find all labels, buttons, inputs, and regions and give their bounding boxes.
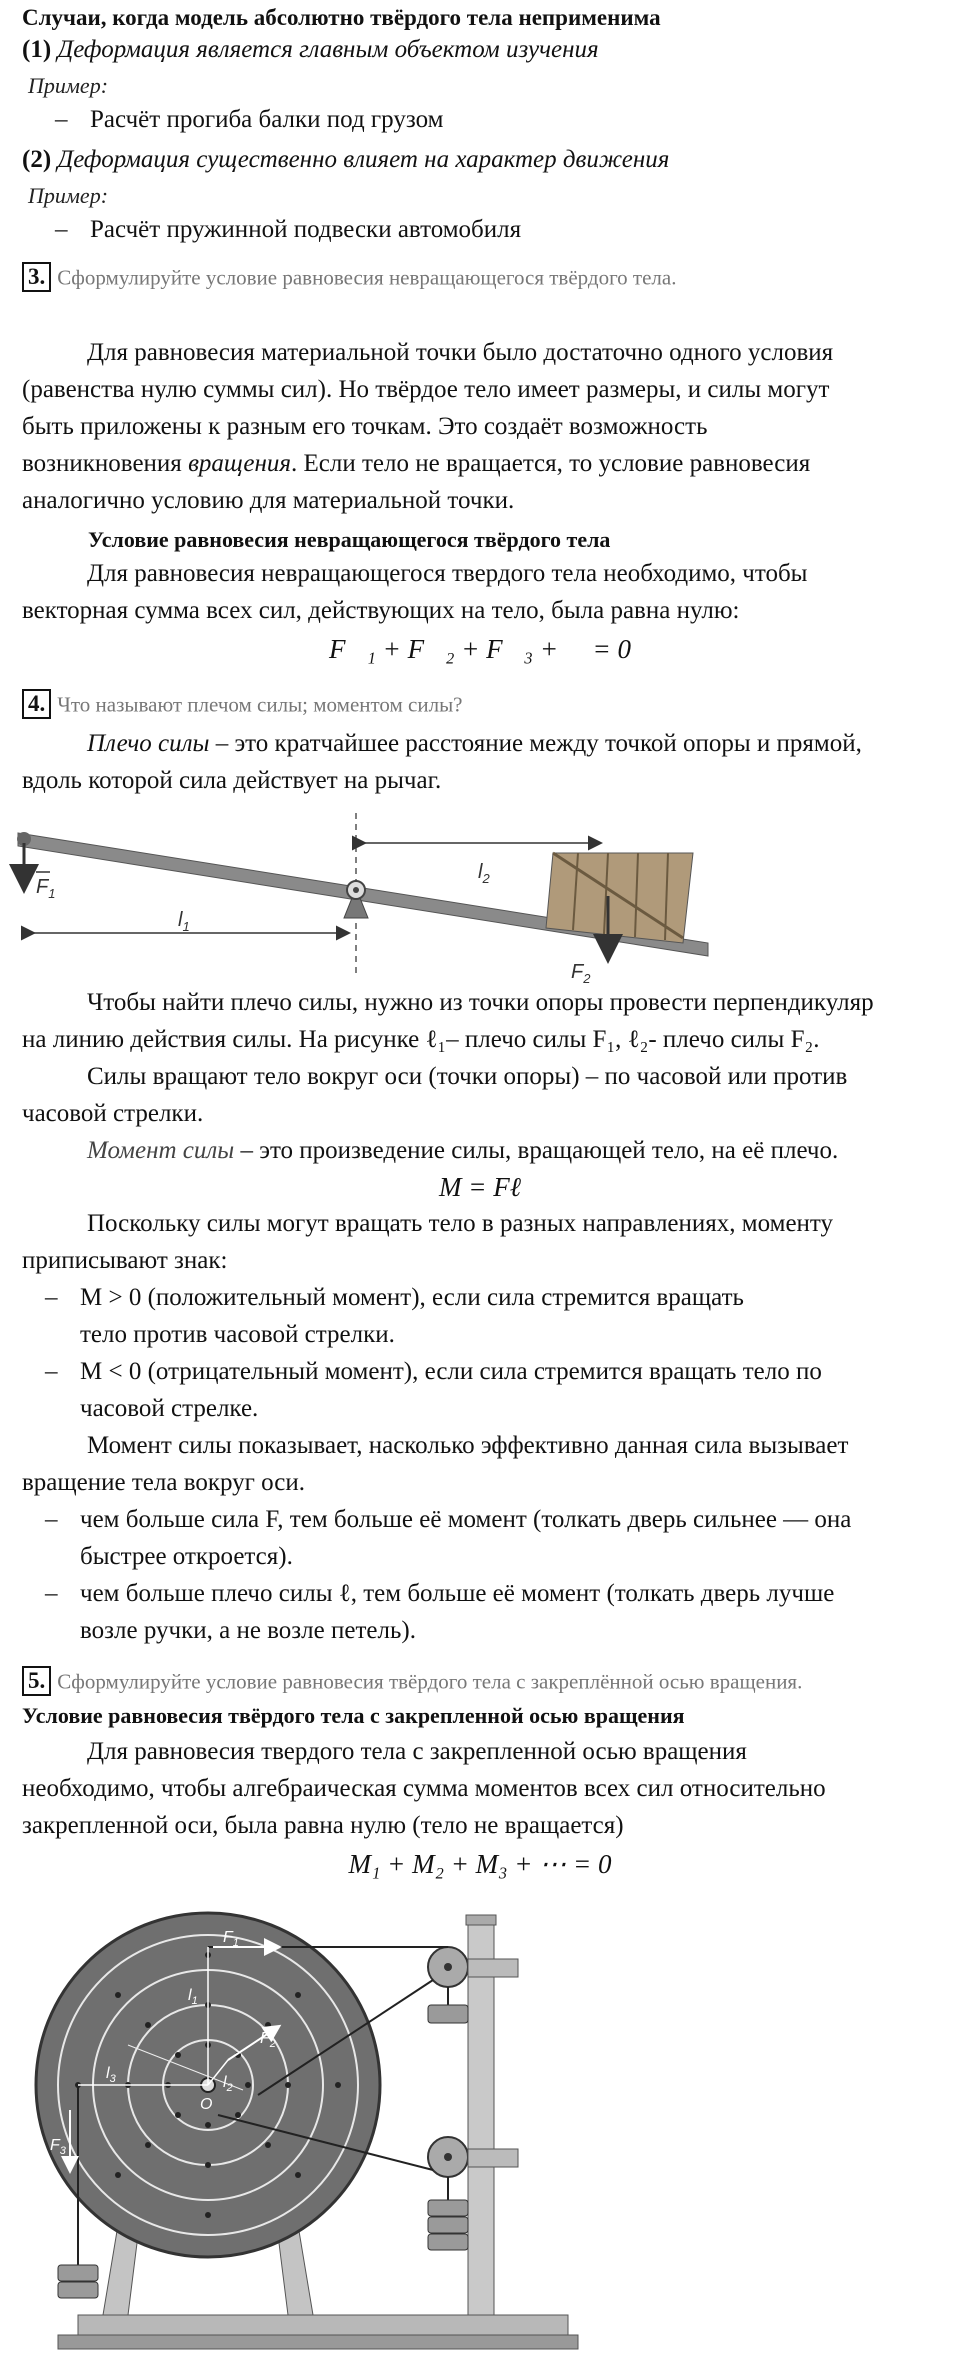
q3-p2-line2: векторная сумма всех сил, действующих на тело, была равна нулю: [22, 597, 740, 624]
sign-positive-line1: M > 0 (положительный момент), если сила стремится вращать [80, 1284, 744, 1311]
q4-def2-rest: – это произведение силы, вращающей тело, на её плечо. [234, 1137, 839, 1164]
case-1-text: Деформация является главным объектом изучения [57, 36, 599, 63]
label-F2: $F_2$ [260, 2030, 276, 2050]
q4-def1-line1 [22, 726, 938, 762]
bullet-force-line2: быстрее откроется). [80, 1543, 293, 1570]
stand-base [78, 2315, 568, 2337]
q4-def1-rest: – это кратчайшее расстояние между точкой опоры и прямой, [209, 730, 862, 757]
question-4-text: Что называют плечом силы; моментом силы? [57, 692, 463, 717]
question-3 [22, 258, 938, 295]
sign-negative-line2: часовой стрелке. [80, 1395, 259, 1422]
label-l1: $l_1$ [178, 909, 190, 934]
bullet-arm-line1: чем больше плечо силы ℓ, тем больше её момент (толкать дверь лучше [80, 1580, 835, 1607]
label-O: O [200, 2096, 213, 2113]
q4-p3-line2: на линию действия силы. На рисунке ℓ₁– плечо силы F₁, ℓ₂- плечо силы F₂. [22, 1026, 820, 1053]
q4-p5-line2: приписывают знак: [22, 1247, 228, 1274]
label-F3: $F_3$ [50, 2137, 66, 2157]
case-1 [22, 32, 938, 68]
case-1-number: (1) [22, 36, 52, 63]
crate [546, 853, 693, 943]
q3-rotation-term: вращения [188, 450, 292, 477]
label-l2: $l_2$ [478, 861, 490, 886]
label-F1: $F_1$ [223, 1929, 239, 1949]
q3-p1-line4 [22, 446, 938, 482]
label-f2: $F_2$ [571, 961, 591, 986]
q4-p4-line2: часовой стрелки. [22, 1100, 204, 1127]
dash-6: – [45, 1580, 58, 1607]
q4-p5-line1: Поскольку силы могут вращать тело в разных направлениях, моменту [87, 1210, 834, 1237]
q3-p1-line5: аналогично условию для материальной точки. [22, 487, 515, 514]
q4-p6-line1: Момент силы показывает, насколько эффективно данная сила вызывает [87, 1432, 849, 1459]
q3-p1-line4-a: возникновения [22, 450, 189, 477]
weight-top [428, 2005, 468, 2023]
q4-def2-line [22, 1133, 938, 1169]
q4-p3-line1: Чтобы найти плечо силы, нужно из точки опоры провести перпендикуляр [87, 989, 874, 1016]
weight-bottom [428, 2200, 468, 2250]
case-1-example: Расчёт прогиба балки под грузом [90, 106, 444, 133]
case-2-example: Расчёт пружинной подвески автомобиля [90, 216, 522, 243]
q4-def1-line2: вдоль которой сила действует на рычаг. [22, 767, 442, 794]
disk-figure [28, 1895, 588, 2350]
q3-formula: F⃗₁ + F⃗₂ + F⃗₃ + ⋯ = 0 [328, 634, 632, 664]
q4-p6-line2: вращение тела вокруг оси. [22, 1469, 305, 1496]
q4-p4-line1: Силы вращают тело вокруг оси (точки опоры) – по часовой или против [87, 1063, 848, 1090]
label-f1: $F_1$ [36, 876, 56, 901]
question-4-number: 4. [22, 689, 51, 719]
sign-negative-line1: M < 0 (отрицательный момент), если сила стремится вращать тело по [80, 1358, 822, 1385]
bullet-arm-line2: возле ручки, а не возле петель). [80, 1617, 416, 1644]
q3-p1-line1: Для равновесия материальной точки было достаточно одного условия [87, 339, 834, 366]
question-5-text: Сформулируйте условие равновесия твёрдого тела с закреплённой осью вращения. [57, 1669, 803, 1694]
weight-left [58, 2265, 98, 2298]
q3-heading: Условие равновесия невращающегося твёрдого тела [88, 527, 611, 552]
sign-positive-line2: тело против часовой стрелки. [80, 1321, 395, 1348]
section-title: Случаи, когда модель абсолютно твёрдого тела неприменима [22, 5, 661, 30]
moment-term: Момент силы [87, 1137, 235, 1164]
q5-p1-line1: Для равновесия твердого тела с закрепленной осью вращения [87, 1738, 747, 1765]
case-2-number: (2) [22, 146, 52, 173]
question-4 [22, 685, 938, 722]
q3-p2-line1: Для равновесия невращающегося твердого тела необходимо, чтобы [87, 560, 808, 587]
bullet-force-line1: чем больше сила F, тем больше её момент (толкать дверь сильнее — она [80, 1506, 852, 1533]
q3-p1-line3: быть приложены к разным его точкам. Это создаёт возможность [22, 413, 708, 440]
q5-formula: M₁ + M₂ + M₃ + ⋯ = 0 [348, 1849, 612, 1879]
question-3-number: 3. [22, 262, 51, 292]
question-3-text: Сформулируйте условие равновесия невращающегося твёрдого тела. [57, 265, 677, 290]
case-2-text: Деформация существенно влияет на характер движения [57, 146, 670, 173]
label-l2: $l_2$ [223, 2074, 233, 2094]
lever-figure [18, 808, 718, 986]
dash-4: – [45, 1358, 58, 1385]
dash-1: – [55, 106, 68, 133]
q5-p1-line2: необходимо, чтобы алгебраическая сумма моментов всех сил относительно [22, 1775, 826, 1802]
q5-p1-line3: закрепленной оси, была равна нулю (тело не вращается) [22, 1812, 624, 1839]
moment-formula: M = Fℓ [439, 1172, 521, 1202]
case-2 [22, 142, 938, 178]
dash-2: – [55, 216, 68, 243]
example-label-2: Пример: [28, 183, 109, 208]
dash-3: – [45, 1284, 58, 1311]
q3-p1-line2: (равенства нулю суммы сил). Но твёрдое тело имеет размеры, и силы могут [22, 376, 830, 403]
lever-arm-term: Плечо силы [87, 730, 210, 757]
q5-heading: Условие равновесия твёрдого тела с закрепленной осью вращения [22, 1703, 685, 1728]
dash-5: – [45, 1506, 58, 1533]
question-5 [22, 1662, 938, 1699]
q3-p1-line4-b: . Если тело не вращается, то условие равновесия [291, 450, 811, 477]
label-l3: $l_3$ [106, 2065, 116, 2085]
label-l1: $l_1$ [188, 1987, 198, 2007]
example-label-1: Пример: [28, 73, 109, 98]
question-5-number: 5. [22, 1666, 51, 1696]
